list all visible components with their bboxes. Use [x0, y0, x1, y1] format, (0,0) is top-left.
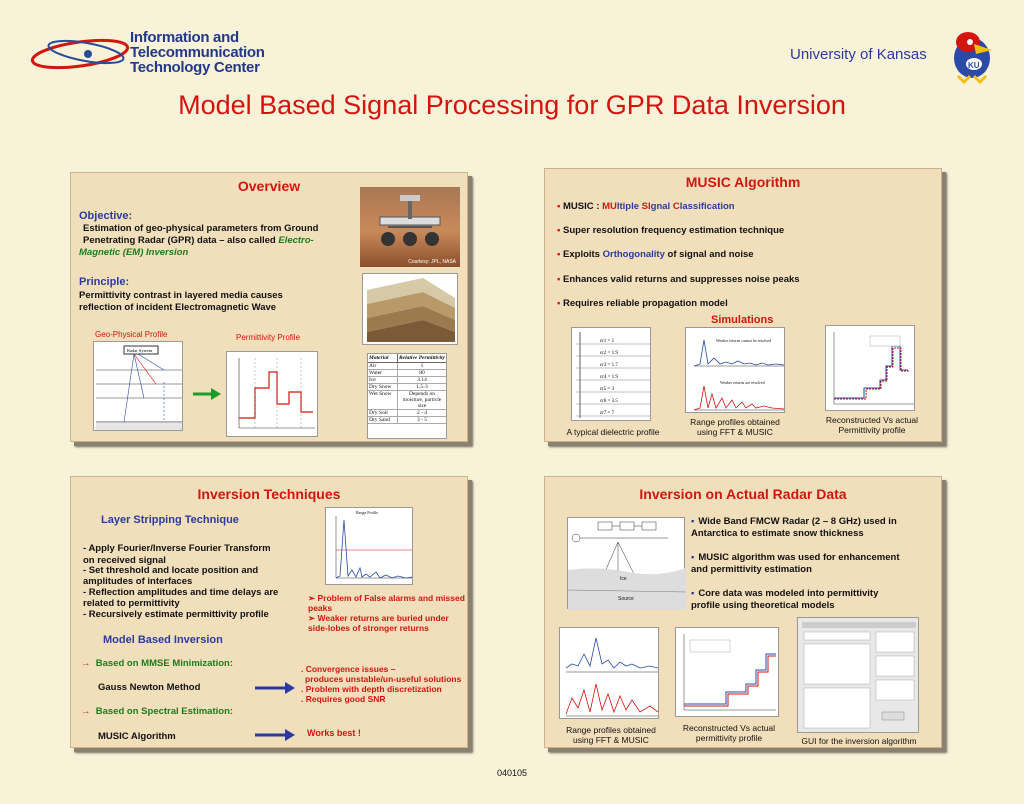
table-cell-permittivity: 1.5-3 [416, 384, 428, 390]
itc-name-line3: Technology Center [130, 59, 260, 76]
table-row [368, 410, 446, 417]
actual-title: Inversion on Actual Radar Data [639, 486, 847, 502]
table-cell-permittivity: 80 [419, 370, 425, 376]
b3-em: Orthogonality [602, 249, 665, 260]
arrow-right-icon [255, 682, 295, 694]
permittivity-table [367, 353, 447, 439]
b1-pre: MUSIC : [563, 201, 603, 212]
actual-cap1-l2: using FFT & MUSIC [573, 735, 649, 745]
music-algorithm-label: MUSIC Algorithm [98, 731, 176, 742]
spectral-line: → Based on Spectral Estimation: [81, 706, 234, 717]
table-row [368, 370, 446, 377]
overview-panel [70, 172, 468, 442]
music-cap2 [675, 417, 795, 437]
b1-mu: MU [602, 201, 617, 212]
a3: Core data was modeled into permittivity [698, 588, 879, 599]
music-bullet-3: ▪ Exploits Orthogonality of signal and noise [557, 249, 754, 260]
actual-bullet-1: ▪ Wide Band FMCW Radar (2 – 8 GHz) used in [691, 516, 897, 527]
c1: . Convergence issues – [301, 664, 396, 674]
a2b: and permittivity estimation [691, 564, 812, 575]
prob1-wrap: ➢ Problem of False alarms and missed [308, 593, 465, 603]
fmcw-radar-diagram [567, 517, 685, 609]
b2-text: Super resolution frequency estimation technique [563, 225, 785, 236]
actual-bullet-2: ▪ MUSIC algorithm was used for enhancement [691, 552, 900, 563]
plot-label-bot: Weaker returns are resolved [720, 380, 765, 385]
music-cap2-l1: Range profiles obtained [690, 417, 780, 427]
music-cap2-l2: using FFT & MUSIC [697, 427, 773, 437]
prob2b: side-lobes of stronger returns [308, 623, 429, 633]
geo-profile-label: Geo-Physical Profile [95, 330, 168, 339]
eps-label: εr6 = 3.5 [600, 399, 618, 404]
rover-credit: Courtesy: JPL, NASA [408, 259, 456, 265]
ls1b: on received signal [83, 555, 166, 566]
footer-code: 040105 [496, 768, 528, 778]
range-profile-figure [325, 507, 413, 585]
prob1: Problem of False alarms and missed [317, 593, 465, 603]
mmse-line: → Based on MMSE Minimization: [81, 658, 234, 669]
table-cell-material: Dry Snow [368, 384, 398, 390]
b5-text: Requires reliable propagation model [563, 298, 728, 309]
c3: . Requires good SNR [301, 694, 386, 704]
model-based-heading: Model Based Inversion [103, 634, 223, 646]
inversion-title: Inversion Techniques [197, 486, 341, 502]
music-title: MUSIC Algorithm [685, 174, 801, 190]
table-row [368, 363, 446, 370]
plot-label-top: Weaker returns cannot be resolved [716, 338, 772, 343]
simulations-heading: Simulations [711, 314, 774, 326]
actual-cap1-l1: Range profiles obtained [566, 725, 656, 735]
itc-logo [28, 30, 268, 80]
eps-label: εr2 = 1.9 [600, 351, 618, 356]
spectral-text: Based on Spectral Estimation: [95, 706, 234, 717]
rover-icon [360, 187, 460, 267]
actual-cap2-l1: Reconstructed Vs actual [682, 723, 776, 733]
objective-line2-wrap [83, 235, 314, 247]
principle-heading: Principle: [79, 276, 130, 288]
geo-physical-profile-figure [93, 341, 183, 431]
actual-cap1 [549, 725, 673, 745]
b1-si: SI [641, 201, 651, 212]
b1-lassification: lassification [679, 201, 735, 212]
prob2-wrap: ➢ Weaker returns are buried under [308, 613, 449, 623]
overview-title: Overview [237, 178, 301, 194]
music-bullet-2: ▪ Super resolution frequency estimation technique [557, 225, 785, 236]
itc-name-line2: Telecommunication [130, 44, 265, 61]
b1-c: C [672, 201, 680, 212]
ls4: - Recursively estimate permittivity profile [83, 609, 269, 620]
music-cap3-l1: Reconstructed Vs actual [825, 415, 919, 425]
a1b: Antarctica to estimate snow thickness [691, 528, 864, 539]
university-name: University of Kansas [790, 46, 927, 63]
actual-cap2 [671, 723, 787, 743]
range-profiles-figure [685, 327, 785, 413]
table-cell-permittivity: 1 [420, 363, 424, 369]
ls1: - Apply Fourier/Inverse Fourier Transform [83, 543, 271, 554]
eps-label: εr4 = 1.9 [600, 375, 618, 380]
b3-pre: Exploits [563, 249, 603, 260]
eps-label: εr5 = 3 [600, 387, 615, 392]
eps-label: εr1 = 1 [600, 339, 615, 344]
a2: MUSIC algorithm was used for enhancement [698, 552, 900, 563]
b1-ltiple: ltiple [616, 201, 642, 212]
page-title: Model Based Signal Processing for GPR Data Inversion [178, 90, 846, 120]
geology-layers-photo [362, 273, 458, 345]
itc-name-line1: Information and [130, 29, 239, 46]
table-cell-material: Dry Soil [368, 410, 398, 416]
table-cell-permittivity: 3 - 5 [416, 417, 428, 423]
dielectric-profile-figure [571, 327, 651, 421]
music-bullet-5: ▪ Requires reliable propagation model [557, 298, 728, 309]
b3-post: of signal and noise [664, 249, 754, 260]
table-cell-permittivity: 3.14 [417, 377, 427, 383]
table-cell-permittivity: 2 - 4 [416, 410, 428, 416]
objective-line2: Penetrating Radar (GPR) data – also called [83, 235, 276, 246]
table-header: Relative Permittivity [399, 355, 445, 361]
table-row [368, 391, 446, 410]
music-bullet-1: ▪ MUSIC : MUltiple SIgnal Classification [557, 201, 735, 212]
table-row [368, 377, 446, 384]
prob1b: peaks [308, 603, 333, 613]
table-row [368, 417, 446, 424]
music-bullet-4: ▪ Enhances valid returns and suppresses noise peaks [557, 274, 800, 285]
arrow-right-icon [255, 729, 295, 741]
actual-cap3: GUI for the inversion algorithm [801, 736, 917, 746]
music-cap3 [813, 415, 931, 435]
b1-gnal: gnal [650, 201, 673, 212]
objective-heading: Objective: [79, 210, 133, 222]
principle-line2: reflection of incident Electromagnetic Wave [79, 302, 277, 313]
jayhawk-mascot-icon [944, 28, 1000, 84]
actual-cap2-l2: permittivity profile [695, 733, 763, 743]
b4-text: Enhances valid returns and suppresses noise peaks [563, 274, 800, 285]
ice-label: Ice [620, 576, 627, 582]
ls3: - Reflection amplitudes and time delays are [83, 587, 279, 598]
inversion-panel [70, 476, 468, 748]
actual-range-profiles-figure [559, 627, 659, 719]
source-label: Source [618, 596, 634, 602]
ls3b: related to permittivity [83, 598, 180, 609]
svg-text:KU: KU [968, 61, 980, 70]
ls2b: amplitudes of interfaces [83, 576, 193, 587]
principle-line1: Permittivity contrast in layered media causes [79, 290, 283, 301]
gui-screenshot-figure [797, 617, 919, 733]
mars-rover-photo [360, 187, 460, 267]
actual-reconstructed-figure [675, 627, 779, 717]
range-profile-title: Range Profile [356, 510, 379, 515]
permittivity-profile-figure [226, 351, 318, 437]
actual-data-panel [544, 476, 942, 748]
table-header: Material [368, 354, 398, 362]
layer-stripping-heading: Layer Stripping Technique [101, 514, 239, 526]
table-cell-material: Ice [368, 377, 398, 383]
actual-bullet-3: ▪ Core data was modeled into permittivity [691, 588, 879, 599]
eps-label: εr3 = 1.7 [600, 363, 618, 368]
perm-profile-label: Permittivity Profile [236, 333, 301, 342]
a3b: profile using theoretical models [691, 600, 835, 611]
objective-line1: Estimation of geo-physical parameters from Ground [83, 223, 319, 234]
table-cell-material: Air [368, 363, 398, 369]
table-row [368, 384, 446, 391]
table-cell-material: Wet Snow [368, 391, 398, 409]
music-panel [544, 168, 942, 442]
table-cell-permittivity: Depends on moisture, particle size [402, 391, 442, 409]
reconstructed-profile-figure [825, 325, 915, 411]
radar-box-text: Radar System [127, 348, 153, 353]
ls2: - Set threshold and locate position and [83, 565, 259, 576]
right-arrow-icon [193, 388, 221, 400]
music-cap1: A typical dielectric profile [566, 427, 660, 437]
mmse-text: Based on MMSE Minimization: [95, 658, 234, 669]
objective-em: Electro- [278, 235, 314, 246]
a1: Wide Band FMCW Radar (2 – 8 GHz) used in [698, 516, 897, 527]
objective-em2: Magnetic (EM) Inversion [79, 247, 189, 258]
music-cap3-l2: Permittivity profile [838, 425, 906, 435]
table-cell-material: Water [368, 370, 398, 376]
c2: . Problem with depth discretization [301, 684, 442, 694]
c1b: produces unstable/un-useful solutions [305, 674, 462, 684]
eps-label: εr7 = 7 [600, 411, 615, 416]
prob2: Weaker returns are buried under [317, 613, 449, 623]
works-best: Works best ! [307, 728, 361, 738]
table-cell-material: Dry Sand [368, 417, 398, 423]
itc-swoosh-icon [28, 32, 138, 76]
gauss-newton: Gauss Newton Method [98, 682, 201, 693]
